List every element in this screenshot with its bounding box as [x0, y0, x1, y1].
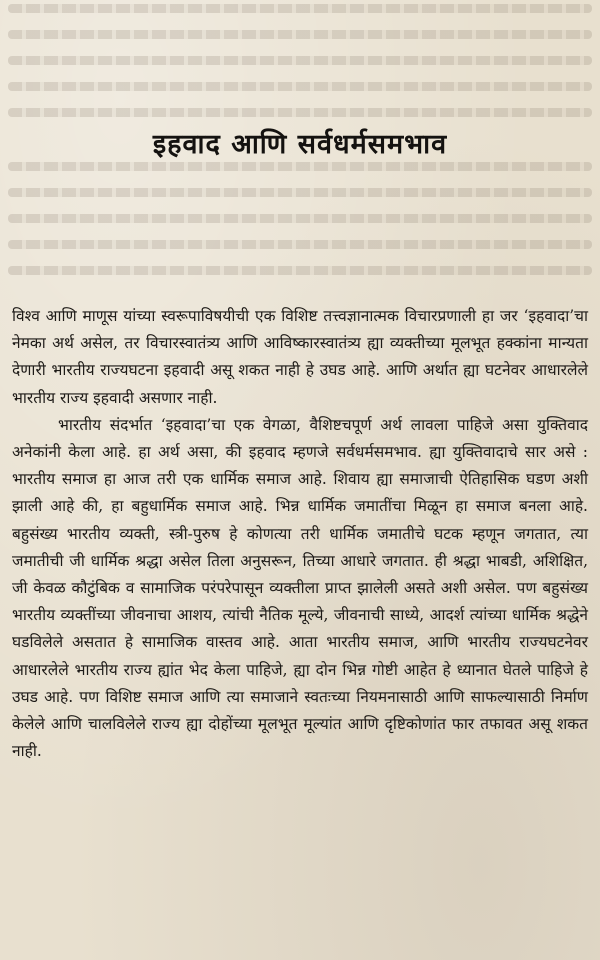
bleed-line	[8, 162, 592, 171]
bleed-line	[8, 266, 592, 275]
bleed-line	[8, 214, 592, 223]
bleed-line	[8, 56, 592, 65]
bleed-line	[8, 240, 592, 249]
paragraph-1: विश्व आणि माणूस यांच्या स्वरूपाविषयीची एक विशिष्ट तत्त्वज्ञानात्मक विचारप्रणाली हा जर ‘इहवादा’चा नेमका अर्थ असेल, तर विचारस्वातंत्र्य आणि आविष्कारस्वातंत्र्य ह्या व्यक्तीच्या मूलभूत हक्कांना मान्यता देणारी भारतीय राज्यघटना इहवादी असू शकत नाही हे उघड आहे. आणि अर्थात ह्या घटनेवर आधारलेले भारतीय राज्य इहवादी असणार नाही.	[12, 307, 588, 407]
bleed-line	[8, 108, 592, 117]
chapter-body	[12, 303, 588, 765]
chapter-title: इहवाद आणि सर्वधर्मसमभाव	[152, 129, 448, 160]
bleed-line	[8, 4, 592, 13]
bleed-line	[8, 30, 592, 39]
paragraph-2: भारतीय संदर्भात ‘इहवादा’चा एक वेगळा, वैशिष्टचपूर्ण अर्थ लावला पाहिजे असा युक्तिवाद अनेकांनी केला आहे. हा अर्थ असा, की इहवाद म्हणजे सर्वधर्मसमभाव. ह्या युक्तिवादाचे सार असे : भारतीय समाज हा आज तरी एक धार्मिक समाज आहे. शिवाय ह्या समाजाची ऐतिहासिक घडण अशी झाली आहे की, हा बहुधार्मिक समाज आहे. भिन्न धार्मिक जमातींचा मिळून हा समाज बनला आहे. बहुसंख्य भारतीय व्यक्ती, स्त्री-पुरुष हे कोणत्या तरी धार्मिक जमातीचे घटक म्हणून जगतात, त्या जमातीची जी धार्मिक श्रद्धा असेल तिला अनुसरून, तिच्या आधारे जगतात. ही श्रद्धा भाबडी, अशिक्षित, जी केवळ कौटुंबिक व सामाजिक परंपरेपासून व्यक्तीला प्राप्त झालेली असते अशी असेल. पण बहुसंख्य भारतीय व्यक्तींच्या जीवनाचा आशय, त्यांची नैतिक मूल्ये, जीवनाची साध्ये, आदर्श त्यांच्या धार्मिक श्रद्धेने घडविलेले असतात हे सामाजिक वास्तव आहे. आता भारतीय समाज, आणि भारतीय राज्यघटनेवर आधारलेले भारतीय राज्य ह्यांत भेद केला पाहिजे, ह्या दोन भिन्न गोष्टी आहेत हे ध्यानात घेतले पाहिजे हे उघड आहे. पण विशिष्ट समाज आणि त्या समाजाने स्वतःच्या नियमनासाठी आणि साफल्यासाठी निर्माण केलेले आणि चालविलेले राज्य ह्या दोहोंच्या मूलभूत मूल्यांत आणि दृष्टिकोणांत फार तफावत असू शकत नाही.	[12, 415, 588, 761]
bleed-line	[8, 188, 592, 197]
bleed-line	[8, 82, 592, 91]
